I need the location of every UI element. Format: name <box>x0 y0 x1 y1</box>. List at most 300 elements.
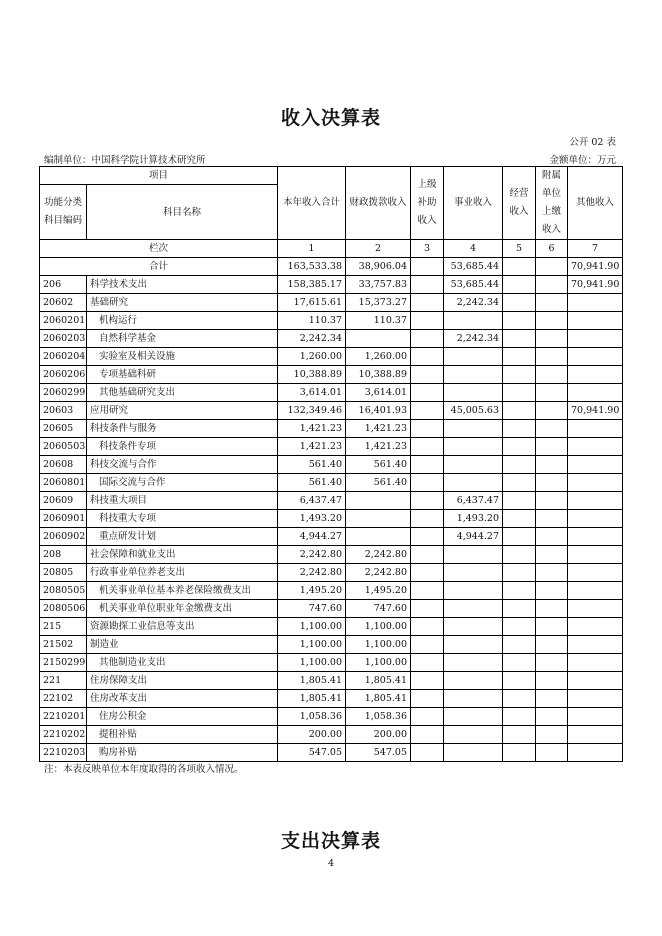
row-value-col-3 <box>411 636 444 654</box>
row-value-col-4 <box>444 420 503 438</box>
row-value-col-6 <box>536 744 568 762</box>
row-code: 20602 <box>40 294 87 312</box>
row-value-col-3 <box>411 474 444 492</box>
row-value-col-2: 1,421.23 <box>346 438 411 456</box>
row-value-col-3 <box>411 420 444 438</box>
row-value-col-5 <box>503 294 536 312</box>
row-value-col-5 <box>503 456 536 474</box>
row-value-col-5 <box>503 330 536 348</box>
table-row <box>40 276 623 294</box>
table-row <box>40 726 623 744</box>
row-code: 208 <box>40 546 87 564</box>
row-value-col-1: 10,388.89 <box>278 366 346 384</box>
row-value-col-6 <box>536 456 568 474</box>
row-name: 住房公积金 <box>87 708 278 726</box>
row-name: 科技重大专项 <box>87 510 278 528</box>
row-name: 机关事业单位职业年金缴费支出 <box>87 600 278 618</box>
row-value-col-4 <box>444 564 503 582</box>
row-value-col-2: 110.37 <box>346 312 411 330</box>
row-name: 科技重大项目 <box>87 492 278 510</box>
row-value-col-5 <box>503 276 536 294</box>
row-code: 2210201 <box>40 708 87 726</box>
row-value-col-6 <box>536 276 568 294</box>
row-value-col-4 <box>444 600 503 618</box>
row-value-col-6 <box>536 438 568 456</box>
total-row <box>40 258 623 276</box>
row-value-col-7 <box>568 474 623 492</box>
row-name: 自然科学基金 <box>87 330 278 348</box>
header-col-4: 事业收入 <box>444 167 503 240</box>
row-value-col-5 <box>503 474 536 492</box>
table-row <box>40 690 623 708</box>
row-value-col-7 <box>568 384 623 402</box>
row-code: 21502 <box>40 636 87 654</box>
row-value-col-2: 1,805.41 <box>346 690 411 708</box>
table-row <box>40 582 623 600</box>
row-name: 住房改革支出 <box>87 690 278 708</box>
row-code: 20609 <box>40 492 87 510</box>
column-index: 5 <box>503 240 536 258</box>
row-value-col-1: 110.37 <box>278 312 346 330</box>
table-row <box>40 294 623 312</box>
row-value-col-4 <box>444 654 503 672</box>
row-value-col-6 <box>536 510 568 528</box>
row-value-col-4 <box>444 348 503 366</box>
row-value-col-5 <box>503 600 536 618</box>
row-value-col-7 <box>568 438 623 456</box>
total-value <box>503 258 536 276</box>
row-value-col-6 <box>536 600 568 618</box>
row-value-col-7 <box>568 312 623 330</box>
row-code: 215 <box>40 618 87 636</box>
row-value-col-1: 1,493.20 <box>278 510 346 528</box>
row-name: 机关事业单位基本养老保险缴费支出 <box>87 582 278 600</box>
row-value-col-4: 6,437.47 <box>444 492 503 510</box>
row-value-col-1: 1,805.41 <box>278 672 346 690</box>
row-value-col-4: 1,493.20 <box>444 510 503 528</box>
row-value-col-1: 1,495.20 <box>278 582 346 600</box>
row-value-col-3 <box>411 294 444 312</box>
row-value-col-7 <box>568 582 623 600</box>
header-col-5: 经营收入 <box>503 167 536 240</box>
table-row <box>40 402 623 420</box>
row-value-col-4 <box>444 438 503 456</box>
row-value-col-5 <box>503 636 536 654</box>
total-value: 38,906.04 <box>346 258 411 276</box>
row-name: 行政事业单位养老支出 <box>87 564 278 582</box>
row-code: 20608 <box>40 456 87 474</box>
row-value-col-7: 70,941.90 <box>568 276 623 294</box>
row-value-col-2: 1,058.36 <box>346 708 411 726</box>
row-value-col-1: 561.40 <box>278 456 346 474</box>
row-value-col-4: 45,005.63 <box>444 402 503 420</box>
row-value-col-7 <box>568 654 623 672</box>
row-value-col-4 <box>444 474 503 492</box>
row-value-col-7 <box>568 672 623 690</box>
row-value-col-3 <box>411 690 444 708</box>
row-value-col-3 <box>411 744 444 762</box>
table-note: 注：本表反映单位本年度取得的各项收入情况。 <box>44 764 244 775</box>
header-col-2: 财政拨款收入 <box>346 167 411 240</box>
row-value-col-1: 1,058.36 <box>278 708 346 726</box>
row-code: 2060801 <box>40 474 87 492</box>
column-index: 1 <box>278 240 346 258</box>
row-name: 其他基础研究支出 <box>87 384 278 402</box>
row-name: 资源勘探工业信息等支出 <box>87 618 278 636</box>
row-value-col-3 <box>411 654 444 672</box>
row-value-col-4: 2,242.34 <box>444 330 503 348</box>
row-value-col-1: 1,805.41 <box>278 690 346 708</box>
column-index: 7 <box>568 240 623 258</box>
row-value-col-2: 1,100.00 <box>346 654 411 672</box>
income-table <box>39 166 623 762</box>
column-index: 4 <box>444 240 503 258</box>
row-value-col-7 <box>568 348 623 366</box>
total-value <box>411 258 444 276</box>
row-value-col-3 <box>411 456 444 474</box>
row-value-col-1: 200.00 <box>278 726 346 744</box>
row-code: 2210202 <box>40 726 87 744</box>
total-value <box>536 258 568 276</box>
row-value-col-7 <box>568 546 623 564</box>
row-value-col-1: 6,437.47 <box>278 492 346 510</box>
row-value-col-1: 2,242.34 <box>278 330 346 348</box>
form-number: 公开 02 表 <box>569 137 616 148</box>
total-value: 53,685.44 <box>444 258 503 276</box>
table-row <box>40 438 623 456</box>
row-code: 22102 <box>40 690 87 708</box>
row-value-col-4 <box>444 744 503 762</box>
row-value-col-2 <box>346 492 411 510</box>
row-value-col-1: 1,100.00 <box>278 636 346 654</box>
total-value: 70,941.90 <box>568 258 623 276</box>
row-value-col-6 <box>536 546 568 564</box>
row-code: 2150299 <box>40 654 87 672</box>
row-value-col-2: 2,242.80 <box>346 564 411 582</box>
row-value-col-5 <box>503 348 536 366</box>
row-value-col-3 <box>411 492 444 510</box>
row-value-col-5 <box>503 618 536 636</box>
row-value-col-5 <box>503 546 536 564</box>
row-value-col-2: 561.40 <box>346 474 411 492</box>
row-value-col-4 <box>444 366 503 384</box>
total-value: 163,533.38 <box>278 258 346 276</box>
row-value-col-7 <box>568 330 623 348</box>
row-name: 基础研究 <box>87 294 278 312</box>
row-value-col-1: 1,260.00 <box>278 348 346 366</box>
row-value-col-5 <box>503 366 536 384</box>
row-value-col-4: 53,685.44 <box>444 276 503 294</box>
row-code: 2080505 <box>40 582 87 600</box>
table-row <box>40 474 623 492</box>
row-value-col-6 <box>536 528 568 546</box>
row-value-col-6 <box>536 618 568 636</box>
row-code: 2080506 <box>40 600 87 618</box>
row-value-col-6 <box>536 690 568 708</box>
table-row <box>40 330 623 348</box>
row-value-col-3 <box>411 276 444 294</box>
row-value-col-7 <box>568 618 623 636</box>
row-value-col-6 <box>536 726 568 744</box>
table-row <box>40 456 623 474</box>
table-row <box>40 420 623 438</box>
row-name: 其他制造业支出 <box>87 654 278 672</box>
row-value-col-2: 2,242.80 <box>346 546 411 564</box>
row-value-col-5 <box>503 384 536 402</box>
row-value-col-2: 10,388.89 <box>346 366 411 384</box>
row-value-col-7 <box>568 510 623 528</box>
row-value-col-2 <box>346 528 411 546</box>
column-index: 6 <box>536 240 568 258</box>
table-row <box>40 708 623 726</box>
row-value-col-2: 747.60 <box>346 600 411 618</box>
row-value-col-3 <box>411 330 444 348</box>
row-value-col-6 <box>536 402 568 420</box>
row-value-col-3 <box>411 366 444 384</box>
header-name: 科目名称 <box>87 185 278 240</box>
row-value-col-3 <box>411 528 444 546</box>
row-value-col-2 <box>346 510 411 528</box>
row-value-col-3 <box>411 708 444 726</box>
header-item: 项目 <box>40 167 278 185</box>
row-value-col-7 <box>568 528 623 546</box>
row-value-col-2: 33,757.83 <box>346 276 411 294</box>
row-code: 2060206 <box>40 366 87 384</box>
row-value-col-3 <box>411 546 444 564</box>
row-value-col-1: 1,421.23 <box>278 420 346 438</box>
row-name: 科学技术支出 <box>87 276 278 294</box>
row-value-col-1: 1,421.23 <box>278 438 346 456</box>
row-value-col-5 <box>503 708 536 726</box>
row-value-col-3 <box>411 402 444 420</box>
row-value-col-4 <box>444 312 503 330</box>
row-code: 2210203 <box>40 744 87 762</box>
row-value-col-4 <box>444 690 503 708</box>
row-name: 重点研发计划 <box>87 528 278 546</box>
row-value-col-3 <box>411 564 444 582</box>
row-value-col-7 <box>568 294 623 312</box>
table-row <box>40 384 623 402</box>
row-value-col-2: 200.00 <box>346 726 411 744</box>
row-name: 国际交流与合作 <box>87 474 278 492</box>
header-col-1: 本年收入合计 <box>278 167 346 240</box>
row-value-col-5 <box>503 402 536 420</box>
row-value-col-6 <box>536 654 568 672</box>
row-value-col-1: 4,944.27 <box>278 528 346 546</box>
row-value-col-6 <box>536 312 568 330</box>
row-code: 2060204 <box>40 348 87 366</box>
row-value-col-4 <box>444 636 503 654</box>
row-code: 2060201 <box>40 312 87 330</box>
table-row <box>40 654 623 672</box>
row-value-col-1: 2,242.80 <box>278 546 346 564</box>
row-value-col-3 <box>411 618 444 636</box>
row-value-col-1: 1,100.00 <box>278 618 346 636</box>
row-value-col-7 <box>568 456 623 474</box>
row-value-col-4 <box>444 618 503 636</box>
row-value-col-3 <box>411 726 444 744</box>
compiling-unit: 编制单位：中国科学院计算技术研究所 <box>44 155 206 166</box>
column-index: 2 <box>346 240 411 258</box>
header-col-7: 其他收入 <box>568 167 623 240</box>
row-value-col-6 <box>536 366 568 384</box>
row-value-col-1: 1,100.00 <box>278 654 346 672</box>
row-value-col-2: 561.40 <box>346 456 411 474</box>
row-value-col-3 <box>411 384 444 402</box>
row-value-col-1: 132,349.46 <box>278 402 346 420</box>
row-code: 20603 <box>40 402 87 420</box>
row-value-col-3 <box>411 348 444 366</box>
row-code: 206 <box>40 276 87 294</box>
row-value-col-4 <box>444 708 503 726</box>
row-value-col-5 <box>503 726 536 744</box>
row-value-col-5 <box>503 564 536 582</box>
row-name: 专项基础科研 <box>87 366 278 384</box>
row-value-col-5 <box>503 672 536 690</box>
row-value-col-6 <box>536 474 568 492</box>
row-value-col-6 <box>536 672 568 690</box>
row-value-col-7 <box>568 726 623 744</box>
row-value-col-7 <box>568 600 623 618</box>
row-value-col-5 <box>503 528 536 546</box>
row-name: 实验室及相关设施 <box>87 348 278 366</box>
row-value-col-2: 15,373.27 <box>346 294 411 312</box>
row-code: 20605 <box>40 420 87 438</box>
row-value-col-5 <box>503 744 536 762</box>
row-value-col-1: 158,385.17 <box>278 276 346 294</box>
table-row <box>40 600 623 618</box>
table-row <box>40 546 623 564</box>
column-index-label: 栏次 <box>40 240 278 258</box>
expense-table-title: 支出决算表 <box>280 830 381 852</box>
row-value-col-6 <box>536 330 568 348</box>
row-name: 机构运行 <box>87 312 278 330</box>
table-row <box>40 564 623 582</box>
row-value-col-2: 1,421.23 <box>346 420 411 438</box>
row-value-col-6 <box>536 636 568 654</box>
row-value-col-4 <box>444 672 503 690</box>
row-value-col-3 <box>411 582 444 600</box>
row-code: 2060203 <box>40 330 87 348</box>
row-value-col-1: 2,242.80 <box>278 564 346 582</box>
row-value-col-7 <box>568 564 623 582</box>
table-row <box>40 366 623 384</box>
header-code: 功能分类科目编码 <box>40 185 87 240</box>
row-value-col-5 <box>503 312 536 330</box>
row-value-col-3 <box>411 312 444 330</box>
row-value-col-4 <box>444 384 503 402</box>
row-value-col-4 <box>444 546 503 564</box>
table-row <box>40 348 623 366</box>
table-row <box>40 528 623 546</box>
row-value-col-2: 1,100.00 <box>346 636 411 654</box>
row-value-col-5 <box>503 492 536 510</box>
column-index: 3 <box>411 240 444 258</box>
row-value-col-2: 1,805.41 <box>346 672 411 690</box>
row-code: 20805 <box>40 564 87 582</box>
header-col-3: 上级补助收入 <box>411 167 444 240</box>
row-value-col-7 <box>568 708 623 726</box>
row-value-col-7 <box>568 420 623 438</box>
row-value-col-1: 547.05 <box>278 744 346 762</box>
row-code: 2060902 <box>40 528 87 546</box>
table-row <box>40 636 623 654</box>
row-code: 2060901 <box>40 510 87 528</box>
row-value-col-5 <box>503 420 536 438</box>
row-value-col-6 <box>536 582 568 600</box>
row-value-col-7 <box>568 366 623 384</box>
row-code: 2060299 <box>40 384 87 402</box>
row-value-col-1: 17,615.61 <box>278 294 346 312</box>
table-row <box>40 618 623 636</box>
row-value-col-6 <box>536 384 568 402</box>
row-value-col-4: 2,242.34 <box>444 294 503 312</box>
row-name: 科技交流与合作 <box>87 456 278 474</box>
row-name: 社会保障和就业支出 <box>87 546 278 564</box>
row-value-col-4 <box>444 456 503 474</box>
row-code: 2060503 <box>40 438 87 456</box>
row-value-col-2: 16,401.93 <box>346 402 411 420</box>
header-col-6: 附属单位上缴收入 <box>536 167 568 240</box>
row-name: 应用研究 <box>87 402 278 420</box>
row-value-col-4: 4,944.27 <box>444 528 503 546</box>
row-value-col-6 <box>536 348 568 366</box>
row-value-col-5 <box>503 654 536 672</box>
row-value-col-6 <box>536 294 568 312</box>
table-row <box>40 492 623 510</box>
row-value-col-3 <box>411 672 444 690</box>
row-value-col-2: 3,614.01 <box>346 384 411 402</box>
table-row <box>40 312 623 330</box>
row-value-col-7 <box>568 636 623 654</box>
row-name: 制造业 <box>87 636 278 654</box>
row-value-col-3 <box>411 600 444 618</box>
row-value-col-5 <box>503 690 536 708</box>
row-value-col-2 <box>346 330 411 348</box>
row-value-col-6 <box>536 420 568 438</box>
row-name: 购房补贴 <box>87 744 278 762</box>
row-value-col-2: 1,495.20 <box>346 582 411 600</box>
row-value-col-5 <box>503 438 536 456</box>
row-value-col-6 <box>536 708 568 726</box>
row-name: 科技条件专项 <box>87 438 278 456</box>
row-value-col-7 <box>568 492 623 510</box>
row-name: 住房保障支出 <box>87 672 278 690</box>
row-value-col-1: 747.60 <box>278 600 346 618</box>
row-value-col-7: 70,941.90 <box>568 402 623 420</box>
total-label: 合计 <box>40 258 278 276</box>
income-table-title: 收入决算表 <box>280 107 381 129</box>
page-number: 4 <box>327 858 335 869</box>
row-value-col-3 <box>411 510 444 528</box>
row-value-col-6 <box>536 492 568 510</box>
row-value-col-7 <box>568 744 623 762</box>
row-value-col-5 <box>503 510 536 528</box>
row-value-col-2: 1,260.00 <box>346 348 411 366</box>
row-value-col-7 <box>568 690 623 708</box>
row-code: 221 <box>40 672 87 690</box>
row-name: 提租补贴 <box>87 726 278 744</box>
row-value-col-2: 547.05 <box>346 744 411 762</box>
row-value-col-3 <box>411 438 444 456</box>
row-value-col-4 <box>444 726 503 744</box>
table-row <box>40 672 623 690</box>
row-value-col-4 <box>444 582 503 600</box>
row-value-col-1: 561.40 <box>278 474 346 492</box>
table-row <box>40 510 623 528</box>
row-name: 科技条件与服务 <box>87 420 278 438</box>
amount-unit: 金额单位：万元 <box>549 155 616 166</box>
